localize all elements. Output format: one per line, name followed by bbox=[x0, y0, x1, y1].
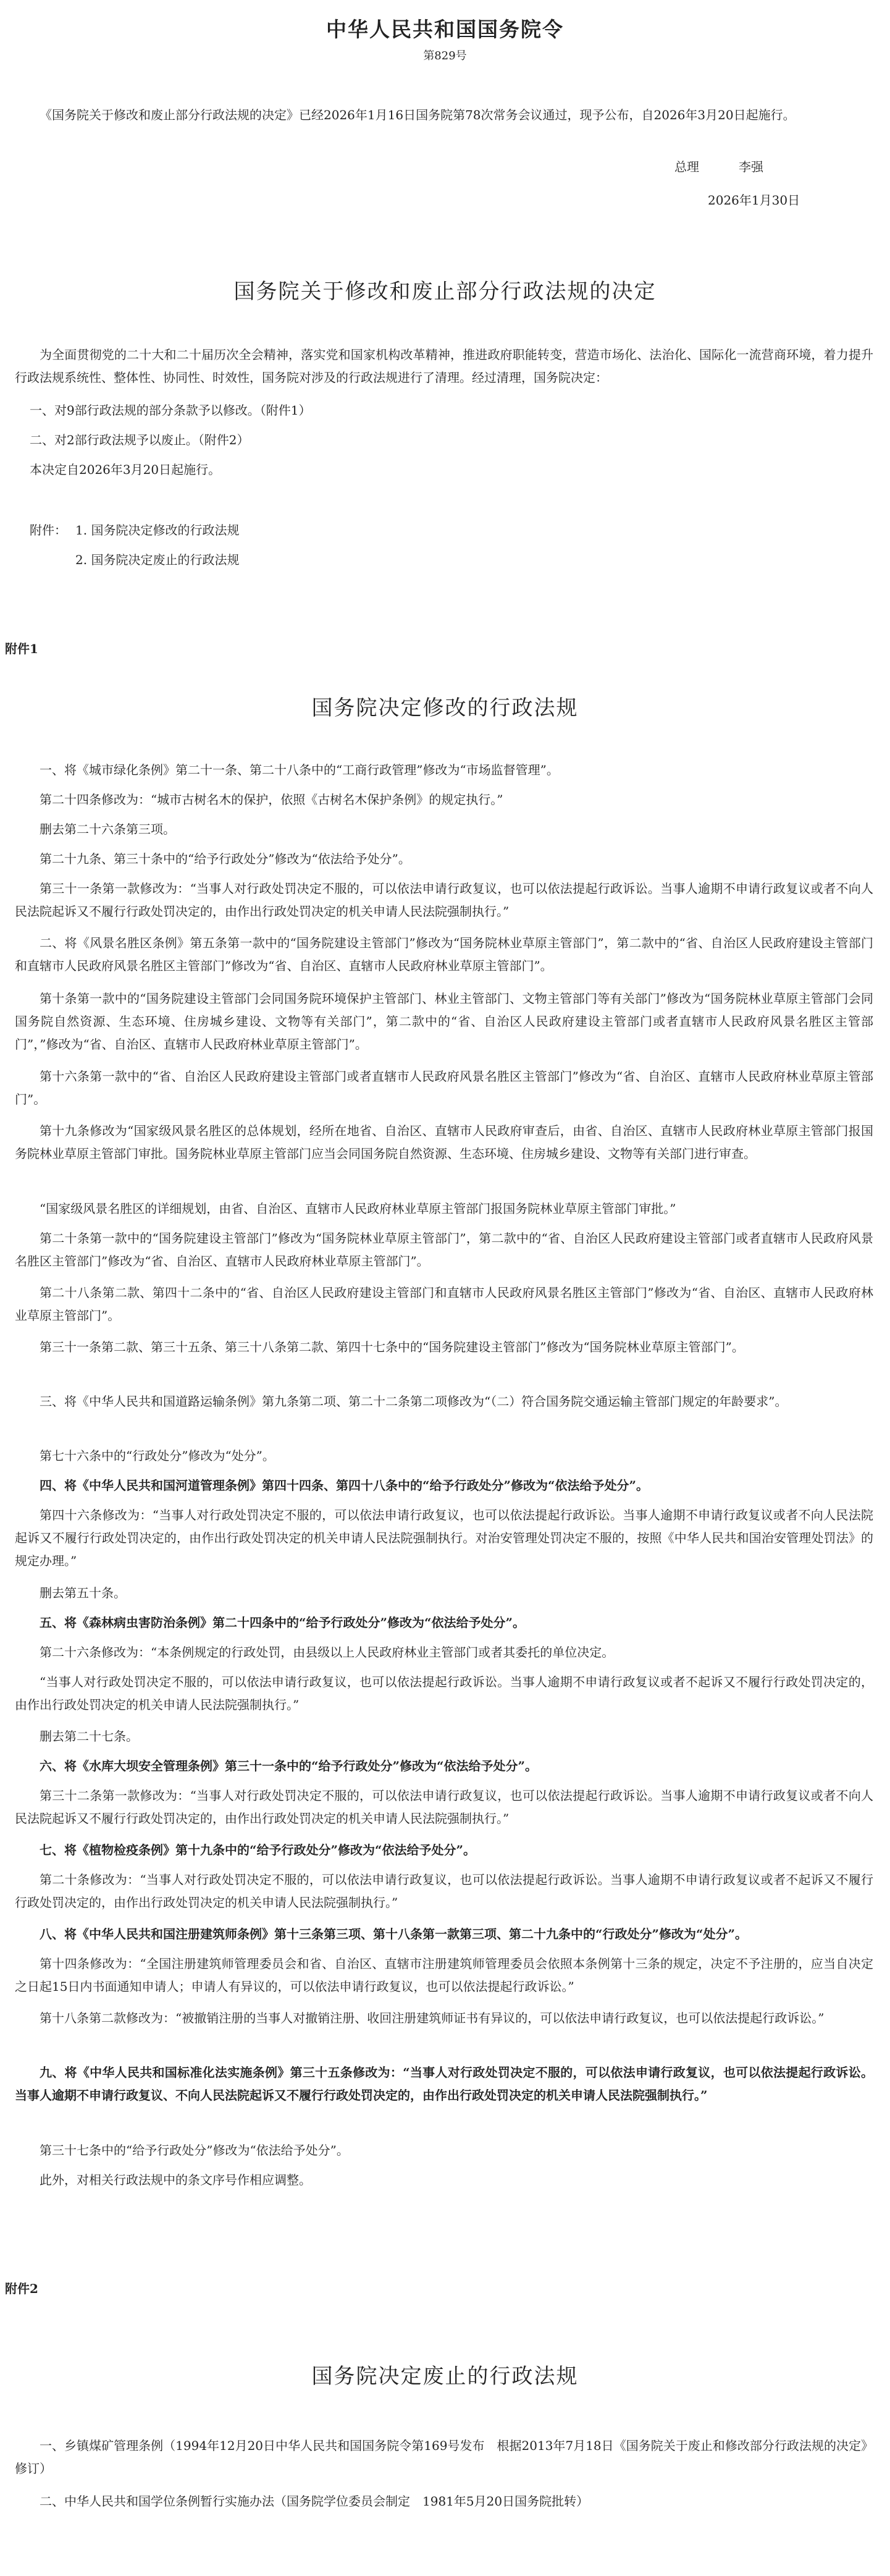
annex1-para: 此外，对相关行政法规中的条文序号作相应调整。 bbox=[40, 2173, 311, 2187]
annex1-para: 第十条第一款中的“国务院建设主管部门会同国务院环境保护主管部门、林业主管部门、文物主管部门等有关部门”修改为“国务院林业草原主管部门会同国务院自然资源、生态环境、住房城乡建设、文物等有关部门”，第二款中的“省、自治区人民政府建设主管部门或者直辖市人民政府风景名胜区主管部门”，”修改为“省、自治区、直辖市人民政府林业草原主管部门”。 bbox=[15, 991, 873, 1052]
annex1-para: 第二十条修改为：“当事人对行政处罚决定不服的，可以依法申请行政复议，也可以依法提起行政诉讼。当事人逾期不申请行政复议或者不起诉又不履行行政处罚决定的，由作出行政处罚决定的机关申请人民法院强制执行。” bbox=[15, 1872, 873, 1910]
annex1-para: 第十六条第一款中的“省、自治区人民政府建设主管部门或者直辖市人民政府风景名胜区主管部门”修改为“省、自治区、直辖市人民政府林业草原主管部门”。 bbox=[15, 1069, 873, 1107]
annex1-label: 附件1 bbox=[5, 641, 38, 656]
annex1-para: 第二十六条修改为：“本条例规定的行政处罚，由县级以上人民政府林业主管部门或者其委托的单位决定。 bbox=[40, 1645, 615, 1660]
annex1-para: 删去第五十条。 bbox=[40, 1586, 126, 1600]
annex1-para: 四、将《中华人民共和国河道管理条例》第四十四条、第四十八条中的“给予行政处分”修改为“依法给予处分”。 bbox=[40, 1478, 649, 1493]
annex1-para: 七、将《植物检疫条例》第十九条中的“给予行政处分”修改为“依法给予处分”。 bbox=[40, 1843, 476, 1857]
annex1-para: 三、将《中华人民共和国道路运输条例》第九条第二项、第二十二条第二项修改为“（二）符合国务院交通运输主管部门规定的年龄要求”。 bbox=[40, 1394, 787, 1409]
signer-name: 李强 bbox=[739, 159, 763, 174]
annex2-title: 国务院决定废止的行政法规 bbox=[311, 2364, 579, 2389]
signer-title: 总理 bbox=[674, 159, 699, 174]
annex1-para: 第三十一条第一款修改为：“当事人对行政处罚决定不服的，可以依法申请行政复议，也可以依法提起行政诉讼。当事人逾期不申请行政复议或者不向人民法院起诉又不履行行政处罚决定的，由作出行政处罚决定的机关申请人民法院强制执行。” bbox=[15, 881, 873, 919]
annex1-para: 第二十四条修改为：“城市古树名木的保护，依照《古树名木保护条例》的规定执行。” bbox=[40, 792, 503, 807]
attachment-link-2[interactable]: 2. 国务院决定废止的行政法规 bbox=[75, 552, 240, 567]
decision-item-1: 一、对9部行政法规的部分条款予以修改。（附件1） bbox=[30, 403, 311, 418]
order-number: 第829号 bbox=[423, 49, 467, 62]
annex1-para: 删去第二十六条第三项。 bbox=[40, 822, 175, 837]
annex1-para: 第二十九条、第三十条中的“给予行政处分”修改为“依法给予处分”。 bbox=[40, 851, 411, 866]
annex2-para: 一、乡镇煤矿管理条例（1994年12月20日中华人民共和国国务院令第169号发布 根据2013年7月18日《国务院关于废止和修改部分行政法规的决定》修订） bbox=[15, 2438, 873, 2476]
annex1-para: 第十四条修改为：“全国注册建筑师管理委员会和省、自治区、直辖市注册建筑师管理委员会依照本条例第十三条的规定，决定不予注册的，应当自决定之日起15日内书面通知申请人；申请人有异议的，可以依法申请行政复议，也可以依法提起行政诉讼。” bbox=[15, 1956, 873, 1994]
annex1-para: 第七十六条中的“行政处分”修改为“处分”。 bbox=[40, 1448, 275, 1463]
annex1-para: “当事人对行政处罚决定不服的，可以依法申请行政复议，也可以依法提起行政诉讼。当事人逾期不申请行政复议或者不起诉又不履行行政处罚决定的，由作出行政处罚决定的机关申请人民法院强制执行。” bbox=[15, 1674, 873, 1712]
order-body: 《国务院关于修改和废止部分行政法规的决定》已经2026年1月16日国务院第78次常务会议通过，现予公布，自2026年3月20日起施行。 bbox=[40, 108, 796, 122]
decision-item-2: 二、对2部行政法规予以废止。（附件2） bbox=[30, 433, 250, 447]
annex1-para: 第三十一条第二款、第三十五条、第三十八条第二款、第四十七条中的“国务院建设主管部门”修改为“国务院林业草原主管部门”。 bbox=[40, 1340, 744, 1354]
order-date: 2026年1月30日 bbox=[708, 193, 800, 208]
attachments-label: 附件： bbox=[30, 523, 67, 538]
annex1-para: 一、将《城市绿化条例》第二十一条、第二十八条中的“工商行政管理”修改为“市场监督管理”。 bbox=[40, 762, 559, 777]
annex1-para: 六、将《水库大坝安全管理条例》第三十一条中的“给予行政处分”修改为“依法给予处分”。 bbox=[40, 1759, 538, 1773]
attachment-link-1[interactable]: 1. 国务院决定修改的行政法规 bbox=[75, 523, 240, 538]
annex1-para: 删去第二十七条。 bbox=[40, 1729, 138, 1744]
decision-effective: 本决定自2026年3月20日起施行。 bbox=[30, 462, 221, 477]
annex2-para: 二、中华人民共和国学位条例暂行实施办法（国务院学位委员会制定 1981年5月20日国务院批转） bbox=[40, 2494, 589, 2509]
annex1-title: 国务院决定修改的行政法规 bbox=[311, 696, 579, 720]
annex1-para: 二、将《风景名胜区条例》第五条第一款中的“国务院建设主管部门”修改为“国务院林业草原主管部门”，第二款中的“省、自治区人民政府建设主管部门和直辖市人民政府风景名胜区主管部门”修改为“省、自治区、直辖市人民政府林业草原主管部门”。 bbox=[15, 935, 873, 973]
annex1-para: 九、将《中华人民共和国标准化法实施条例》第三十五条修改为：“当事人对行政处罚决定不服的，可以依法申请行政复议，也可以依法提起行政诉讼。当事人逾期不申请行政复议、不向人民法院起诉又不履行行政处罚决定的，由作出行政处罚决定的机关申请人民法院强制执行。” bbox=[15, 2065, 873, 2103]
annex2-label: 附件2 bbox=[5, 2281, 38, 2296]
annex1-para: “国家级风景名胜区的详细规划，由省、自治区、直辖市人民政府林业草原主管部门报国务院林业草原主管部门审批。” bbox=[40, 1201, 676, 1216]
annex1-para: 第二十条第一款中的“国务院建设主管部门”修改为“国务院林业草原主管部门”，第二款中的“省、自治区人民政府建设主管部门或者直辖市人民政府风景名胜区主管部门”修改为“省、自治区、直辖市人民政府林业草原主管部门”。 bbox=[15, 1231, 873, 1269]
annex1-para: 八、将《中华人民共和国注册建筑师条例》第十三条第三项、第十八条第一款第三项、第二十九条中的“行政处分”修改为“处分”。 bbox=[40, 1927, 748, 1941]
annex1-para: 第十九条修改为“国家级风景名胜区的总体规划，经所在地省、自治区、直辖市人民政府审查后，由省、自治区、直辖市人民政府林业草原主管部门报国务院林业草原主管部门审批。国务院林业草原主管部门应当会同国务院自然资源、生态环境、住房城乡建设、文物等有关部门进行审查。 bbox=[15, 1123, 873, 1161]
annex1-para: 第三十七条中的“给予行政处分”修改为“依法给予处分”。 bbox=[40, 2143, 349, 2158]
order-title: 中华人民共和国国务院令 bbox=[326, 17, 564, 41]
decision-intro: 为全面贯彻党的二十大和二十届历次全会精神，落实党和国家机构改革精神，推进政府职能转变，营造市场化、法治化、国际化一流营商环境，着力提升行政法规系统性、整体性、协同性、时效性，国务院对涉及的行政法规进行了清理。经过清理，国务院决定： bbox=[15, 347, 873, 385]
annex1-para: 第十八条第二款修改为：“被撤销注册的当事人对撤销注册、收回注册建筑师证书有异议的，可以依法申请行政复议，也可以依法提起行政诉讼。” bbox=[40, 2011, 825, 2025]
annex1-para: 第四十六条修改为：“当事人对行政处罚决定不服的，可以依法申请行政复议，也可以依法提起行政诉讼。当事人逾期不申请行政复议或者不向人民法院起诉又不履行行政处罚决定的，由作出行政处罚决定的机关申请人民法院强制执行。对治安管理处罚决定不服的，按照《中华人民共和国治安管理处罚法》的规定办理。” bbox=[15, 1508, 873, 1568]
annex1-para: 第二十八条第二款、第四十二条中的“省、自治区人民政府建设主管部门和直辖市人民政府风景名胜区主管部门”修改为“省、自治区、直辖市人民政府林业草原主管部门”。 bbox=[15, 1285, 873, 1323]
annex1-para: 五、将《森林病虫害防治条例》第二十四条中的“给予行政处分”修改为“依法给予处分”。 bbox=[40, 1615, 526, 1630]
annex1-para: 第三十二条第一款修改为：“当事人对行政处罚决定不服的，可以依法申请行政复议，也可以依法提起行政诉讼。当事人逾期不申请行政复议或者不向人民法院起诉又不履行行政处罚决定的，由作出行政处罚决定的机关申请人民法院强制执行。” bbox=[15, 1788, 873, 1826]
decision-title: 国务院关于修改和废止部分行政法规的决定 bbox=[233, 279, 657, 304]
